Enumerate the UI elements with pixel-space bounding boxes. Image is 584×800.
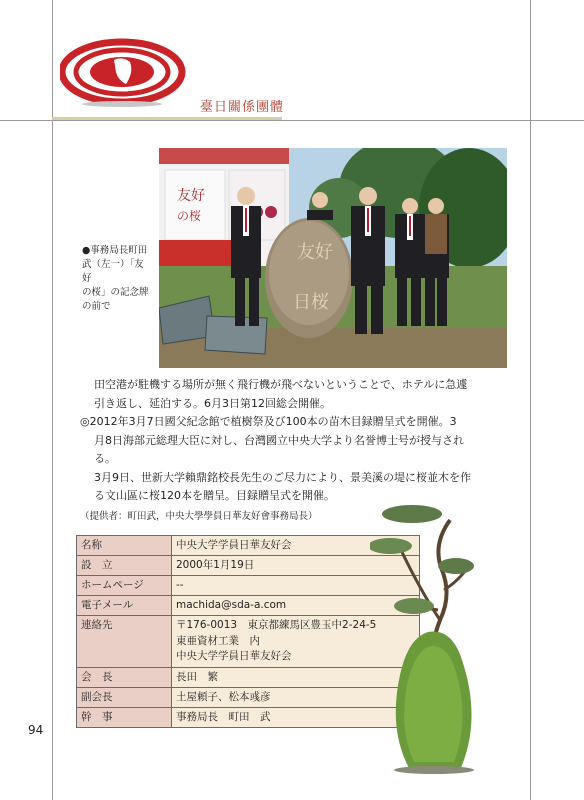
body-line: 引き返し、延泊する。6月3日第12回総会開催。 [94,396,331,410]
table-row [77,576,420,596]
svg-text:友好: 友好 [297,242,333,263]
table-value: 土屋頼子、松本彧彦 [172,687,420,707]
table-value: 2000年1月19日 [172,556,420,576]
table-value: 事務局長 町田 武 [172,707,420,727]
organization-logo-icon [60,28,190,108]
svg-text:の桜: の桜 [177,209,202,223]
table-row [77,536,420,556]
ceremony-photo [159,148,507,368]
body-text [80,376,510,506]
address-line: 東亜資材工業 内 [176,634,260,647]
email-value[interactable]: machida@sda-a.com [172,596,420,616]
table-row [77,667,420,687]
organization-info-table [76,535,420,728]
photo-caption [82,244,152,314]
svg-text:日桜: 日桜 [293,292,329,313]
table-key: 設 立 [77,556,172,576]
table-key: 連絡先 [77,616,172,668]
table-row [77,707,420,727]
caption-line: 武（左一）「友好 [82,259,144,284]
body-line: る。 [94,452,116,465]
table-value: 長田 繁 [172,667,420,687]
table-row [77,616,420,668]
table-value: -- [172,576,420,596]
table-row [77,556,420,576]
body-line: る文山區に桜120本を贈呈。目録贈呈式を開催。 [94,489,335,502]
table-key: 電子メール [77,596,172,616]
provider-credit: （提供者：町田武，中央大學學員日華友好會事務局長） [80,511,318,522]
body-line: 田空港が駐機する場所が無く飛行機が飛べないということで、ホテルに急遽 [94,378,468,391]
table-row [77,596,420,616]
address-line: 〒176-0013 東京都練馬区豊玉中2-24-5 [176,619,377,631]
table-row [77,687,420,707]
body-line: 月8日海部元総理大臣に対し、台灣國立中央大学より名誉博士号が授与され [94,433,464,447]
header-rule [0,120,584,121]
body-line: ◎2012年3月7日國父紀念館で植樹祭及び100本の苗木目録贈呈式を開催。3 [80,415,457,428]
table-key: ホームページ [77,576,172,596]
table-key: 名称 [77,536,172,556]
address-line: 中央大学学員日華友好会 [176,650,292,662]
caption-line: の桜」の記念牌 [82,287,149,298]
table-key: 幹 事 [77,707,172,727]
svg-text:友好: 友好 [177,188,205,204]
bonsai-tree-icon [370,500,500,775]
page-number: 94 [28,723,44,737]
table-value: 中央大学学員日華友好会 [172,536,420,556]
section-title: 臺日關係團體 [200,100,285,115]
table-key: 会 長 [77,667,172,687]
caption-line: ●事務局長町田 [82,245,148,256]
body-line: 3月9日、世新大学賴鼎銘校長先生のご尽力により、景美溪の堤に桜並木を作 [94,470,471,484]
table-key: 副会長 [77,687,172,707]
caption-line: の前で [82,301,111,312]
